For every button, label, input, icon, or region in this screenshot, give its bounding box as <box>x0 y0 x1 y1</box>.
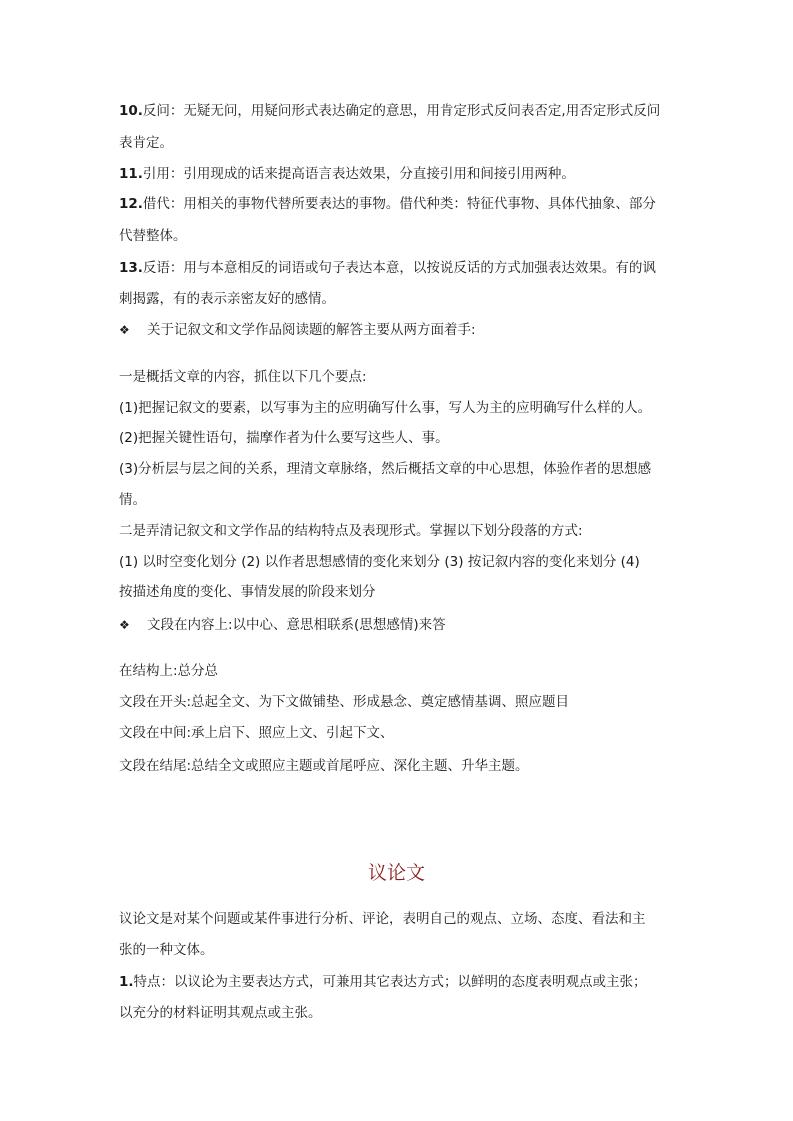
part2-title: 二是弄清记叙文和文学作品的结构特点及表现形式。掌握以下划分段落的方式: <box>119 523 583 539</box>
bullet-reading-approach <box>119 320 679 340</box>
argument-intro-line-1: 议论文是对某个问题或某件事进行分析、评论，表明自己的观点、立场、态度、看法和主 <box>119 911 646 927</box>
part1-point-3-line-2: 情。 <box>119 492 146 508</box>
bullet-reading-approach-text: 关于记叙文和文学作品阅读题的解答主要从两方面着手: <box>147 322 476 338</box>
part1-point-1: (1)把握记叙文的要素，以写事为主的应明确写什么事，写人为主的应明确写什么样的人。 <box>119 400 652 416</box>
structure-line-4: 文段在结尾:总结全文或照应主题或首尾呼应、深化主题、升华主题。 <box>119 758 529 774</box>
item-12-line-2: 代替整体。 <box>119 228 187 244</box>
part1-point-3-line-1: (3)分析层与层之间的关系，理清文章脉络，然后概括文章的中心思想，体验作者的思想感 <box>119 461 652 477</box>
item-10-line-2: 表肯定。 <box>119 135 173 151</box>
item-12-number: 12. <box>119 196 143 212</box>
item-10-number: 10. <box>119 103 143 119</box>
bullet-paragraph-content-text: 文段在内容上:以中心、意思相联系(思想感情)来答 <box>147 617 446 633</box>
bullet-paragraph-content <box>119 615 679 635</box>
argument-feature-text: 特点：以议论为主要表达方式，可兼用其它表达方式；以鲜明的态度表明观点或主张； <box>133 974 647 990</box>
argument-feature-line-2: 以充分的材料证明其观点或主张。 <box>119 1005 322 1021</box>
item-13-number: 13. <box>119 260 143 276</box>
part2-line-2: 按描述角度的变化、事情发展的阶段来划分 <box>119 584 376 600</box>
item-13-text: 反语：用与本意相反的词语或句子表达本意，以按说反话的方式加强表达效果。有的讽 <box>142 260 656 276</box>
part2-line-1: (1) 以时空变化划分 (2) 以作者思想感情的变化来划分 (3) 按记叙内容的变化来划分 (4) <box>119 554 640 570</box>
argument-feature-line-1 <box>119 972 679 992</box>
item-12-text: 借代：用相关的事物代替所要表达的事物。借代种类：特征代事物、具体代抽象、部分 <box>142 196 656 212</box>
section-heading: 议论文 <box>367 862 425 884</box>
item-11-text: 引用：引用现成的话来提高语言表达效果，分直接引用和间接引用两种。 <box>142 166 575 182</box>
item-10-line-1 <box>119 101 679 121</box>
structure-line-2: 文段在开头:总起全文、为下文做铺垫、形成悬念、奠定感情基调、照应题目 <box>119 694 570 710</box>
item-11-line-1 <box>119 164 679 184</box>
item-10-text: 反问：无疑无问，用疑问形式表达确定的意思，用肯定形式反问表否定,用否定形式反问 <box>142 103 661 119</box>
part1-point-2: (2)把握关键性语句，揣摩作者为什么要写这些人、事。 <box>119 430 449 446</box>
argument-intro-line-2: 张的一种文体。 <box>119 942 214 958</box>
item-12-line-1 <box>119 194 679 214</box>
structure-line-3: 文段在中间:承上启下、照应上文、引起下文、 <box>119 725 394 741</box>
argument-feature-number: 1. <box>119 974 134 990</box>
item-13-line-2: 刺揭露，有的表示亲密友好的感情。 <box>119 291 335 307</box>
item-13-line-1 <box>119 258 679 278</box>
part1-title: 一是概括文章的内容，抓住以下几个要点: <box>119 369 367 385</box>
structure-line-1: 在结构上:总分总 <box>119 663 219 679</box>
diamond-bullet-icon: ❖ <box>119 618 130 632</box>
item-11-number: 11. <box>119 166 143 182</box>
diamond-bullet-icon: ❖ <box>119 323 130 337</box>
